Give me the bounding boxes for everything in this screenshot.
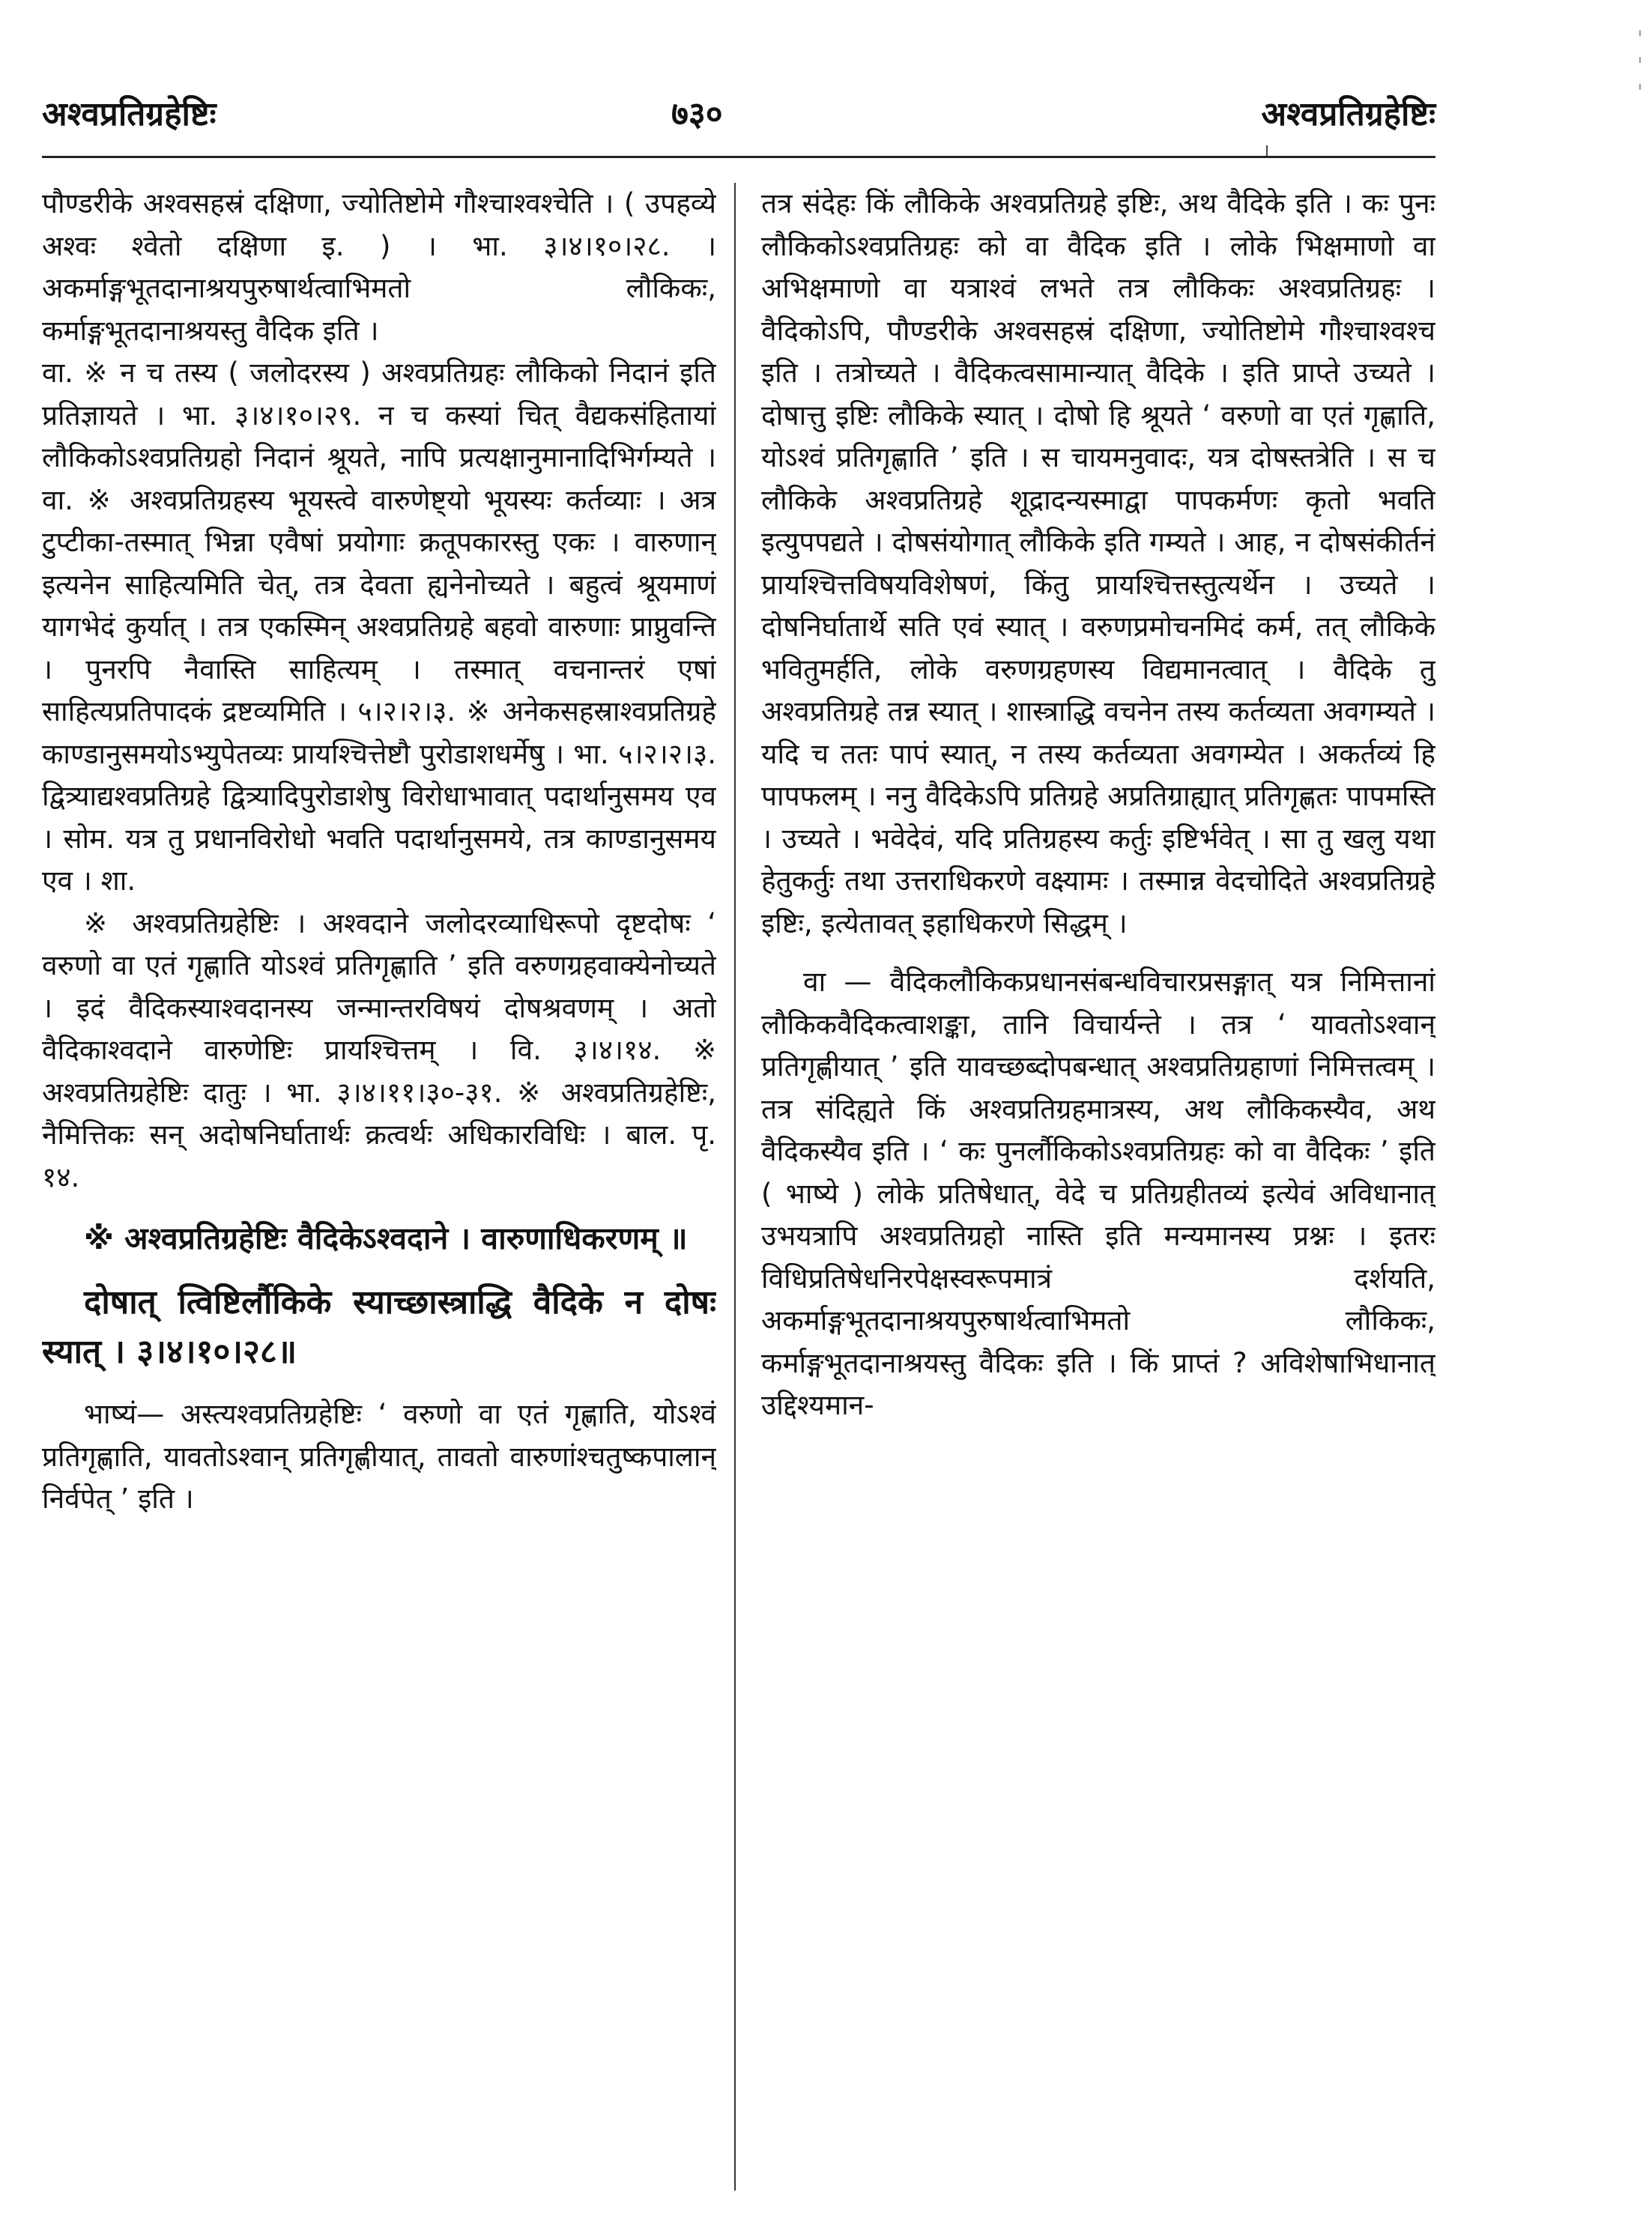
right-column — [761, 183, 1435, 2191]
sutra-text: दोषात् त्विष्टिर्लौकिके स्याच्छास्त्राद्धि वैदिके न दोषः स्यात् । ३।४।१०।२८॥ — [42, 1283, 716, 1371]
page-number: ७३० — [671, 95, 723, 133]
bhashya-paragraph: भाष्यं— अस्त्यश्वप्रतिग्रहेष्टिः ‘ वरुणो वा एतं गृह्णाति, योऽश्वं प्रतिगृह्णाति, यावतोऽश्वान् प्रतिगृह्णीयात्, तावतो वारुणांश्चतुष्कपालान् निर्वपेत् ’ इति । — [42, 1398, 716, 1515]
column-divider — [734, 183, 736, 2191]
header-right-title: अश्वप्रतिग्रहेष्टिः — [1261, 95, 1435, 133]
print-mark — [1266, 145, 1268, 156]
scan-edge-mark — [1639, 57, 1641, 63]
scan-edge-mark — [1639, 84, 1641, 90]
left-column — [42, 183, 716, 2191]
adhikarana-heading: ※ अश्वप्रतिग्रहेष्टिः वैदिकेऽश्वदाने । वारुणाधिकरणम् ॥ — [84, 1220, 688, 1256]
paragraph: तत्र संदेहः किं लौकिके अश्वप्रतिग्रहे इष्टिः, अथ वैदिके इति । कः पुनः लौकिकोऽश्वप्रतिग्रहः को वा वैदिक इति । लोके भिक्षमाणो वा अभिक्षमाणो वा यत्राश्वं लभते तत्र लौकिकः अश्वप्रतिग्रहः । वैदिकोऽपि, पौण्डरीके अश्वसहस्रं दक्षिणा, ज्योतिष्टोमे गौश्चाश्वश्च इति । तत्रोच्यते । वैदिकत्वसामान्यात् वैदिके । इति प्राप्ते उच्यते । दोषात्तु इष्टिः लौकिके स्यात् । दोषो हि श्रूयते ‘ वरुणो वा एतं गृह्णाति, योऽश्वं प्रतिगृह्णाति ’ इति । स चायमनुवादः, यत्र दोषस्तत्रेति । स च लौकिके अश्वप्रतिग्रहे शूद्रादन्यस्माद्वा पापकर्मणः कृतो भवति इत्युपपद्यते । दोषसंयोगात् लौकिके इति गम्यते । आह, न दोषसंकीर्तनं प्रायश्चित्तविषयविशेषणं, किंतु प्रायश्चित्तस्तुत्यर्थेन । उच्यते । दोषनिर्घातार्थे सति एवं स्यात् । वरुणप्रमोचनमिदं कर्म, तत् लौकिके भवितुमर्हति, लोके वरुणग्रहणस्य विद्यमानत्वात् । वैदिके तु अश्वप्रतिग्रहे तन्न स्यात् । शास्त्राद्धि वचनेन तस्य कर्तव्यता अवगम्यते । यदि च ततः पापं स्यात्, न तस्य कर्तव्यता अवगम्येत । अकर्तव्यं हि पापफलम् । ननु वैदिकेऽपि प्रतिग्रहे अप्रतिग्राह्यात् प्रतिगृह्णतः पापमस्ति । उच्यते । भवेदेवं, यदि प्रतिग्रहस्य कर्तुः इष्टिर्भवेत् । सा तु खलु यथा हेतुकर्तुः तथा उत्तराधिकरणे वक्ष्यामः । तस्मान्न वेदचोदिते अश्वप्रतिग्रहे इष्टिः, इत्येतावत् इहाधिकरणे सिद्धम् । — [761, 187, 1435, 939]
vartika-paragraph: वा — वैदिकलौकिकप्रधानसंबन्धविचारप्रसङ्गात् यत्र निमित्तानां लौकिकवैदिकत्वाशङ्का, तानि विचार्यन्ते । तत्र ‘ यावतोऽश्वान् प्रतिगृह्णीयात् ’ इति यावच्छब्दोपबन्धात् अश्वप्रतिग्रहाणां निमित्तत्वम् । तत्र संदिह्यते किं अश्वप्रतिग्रहमात्रस्य, अथ लौकिकस्यैव, अथ वैदिकस्यैव इति । ‘ कः पुनर्लौकिकोऽश्वप्रतिग्रहः को वा वैदिकः ’ इति ( भाष्ये ) लोके प्रतिषेधात्, वेदे च प्रतिग्रहीतव्यं इत्येवं अविधानात् उभयत्रापि अश्वप्रतिग्रहो नास्ति इति मन्यमानस्य प्रश्नः । इतरः विधिप्रतिषेधनिरपेक्षस्वरूपमात्रं दर्शयति, अकर्माङ्गभूतदानाश्रयपुरुषार्थत्वाभिमतो लौकिकः, कर्माङ्गभूतदानाश्रयस्तु वैदिकः इति । किं प्राप्तं ? अविशेषाभिधानात् उद्दिश्यमान- — [761, 966, 1435, 1421]
running-header — [42, 90, 1435, 150]
header-rule — [42, 156, 1435, 158]
scan-edge-mark — [1639, 30, 1641, 36]
paragraph: वा. ※ न च तस्य ( जलोदरस्य ) अश्वप्रतिग्रहः लौकिको निदानं इति प्रतिज्ञायते । भा. ३।४।१०।२९. न च कस्यां चित् वैद्यकसंहितायां लौकिकोऽश्वप्रतिग्रहो निदानं श्रूयते, नापि प्रत्यक्षानुमानादिभिर्गम्यते । वा. ※ अश्वप्रतिग्रहस्य भूयस्त्वे वारुणेष्ट्यो भूयस्यः कर्तव्याः । अत्र टुप्टीका-तस्मात् भिन्ना एवैषां प्रयोगाः क्रतूपकारस्तु एकः । वारुणान् इत्यनेन साहित्यमिति चेत्, तत्र देवता ह्यनेनोच्यते । बहुत्वं श्रूयमाणं यागभेदं कुर्यात् । तत्र एकस्मिन् अश्वप्रतिग्रहे बहवो वारुणाः प्राप्नुवन्ति । पुनरपि नैवास्ति साहित्यम् । तस्मात् वचनान्तरं एषां साहित्यप्रतिपादकं द्रष्टव्यमिति । ५।२।२।३. ※ अनेकसहस्राश्वप्रतिग्रहे काण्डानुसमयोऽभ्युपेतव्यः प्रायश्चित्तेष्टौ पुरोडाशधर्मेषु । भा. ५।२।२।३. द्वित्र्याद्यश्वप्रतिग्रहे द्वित्र्यादिपुरोडाशेषु विरोधाभावात् पदार्थानुसमय एव । सोम. यत्र तु प्रधानविरोधो भवति पदार्थानुसमये, तत्र काण्डानुसमय एव । शा. — [42, 357, 716, 897]
header-left-title: अश्वप्रतिग्रहेष्टिः — [42, 95, 217, 133]
paragraph: ※ अश्वप्रतिग्रहेष्टिः । अश्वदाने जलोदरव्याधिरूपो दृष्टदोषः ‘ वरुणो वा एतं गृह्णाति योऽश्वं प्रतिगृह्णाति ’ इति वरुणग्रहवाक्येनोच्यते । इदं वैदिकस्याश्वदानस्य जन्मान्तरविषयं दोषश्रवणम् । अतो वैदिकाश्वदाने वारुणेष्टिः प्रायश्चित्तम् । वि. ३।४।१४. ※ अश्वप्रतिग्रहेष्टिः दातुः । भा. ३।४।११।३०-३१. ※ अश्वप्रतिग्रहेष्टिः, नैमित्तिकः सन् अदोषनिर्घातार्थः क्रत्वर्थः अधिकारविधिः । बाल. पृ. १४. — [42, 906, 716, 1193]
paragraph: पौण्डरीके अश्वसहस्रं दक्षिणा, ज्योतिष्टोमे गौश्चाश्वश्चेति । ( उपहव्ये अश्वः श्वेतो दक्षिणा इ. ) । भा. ३।४।१०।२८. । अकर्माङ्गभूतदानाश्रयपुरुषार्थत्वाभिमतो लौकिकः, कर्माङ्गभूतदानाश्रयस्तु वैदिक इति । — [42, 187, 716, 347]
